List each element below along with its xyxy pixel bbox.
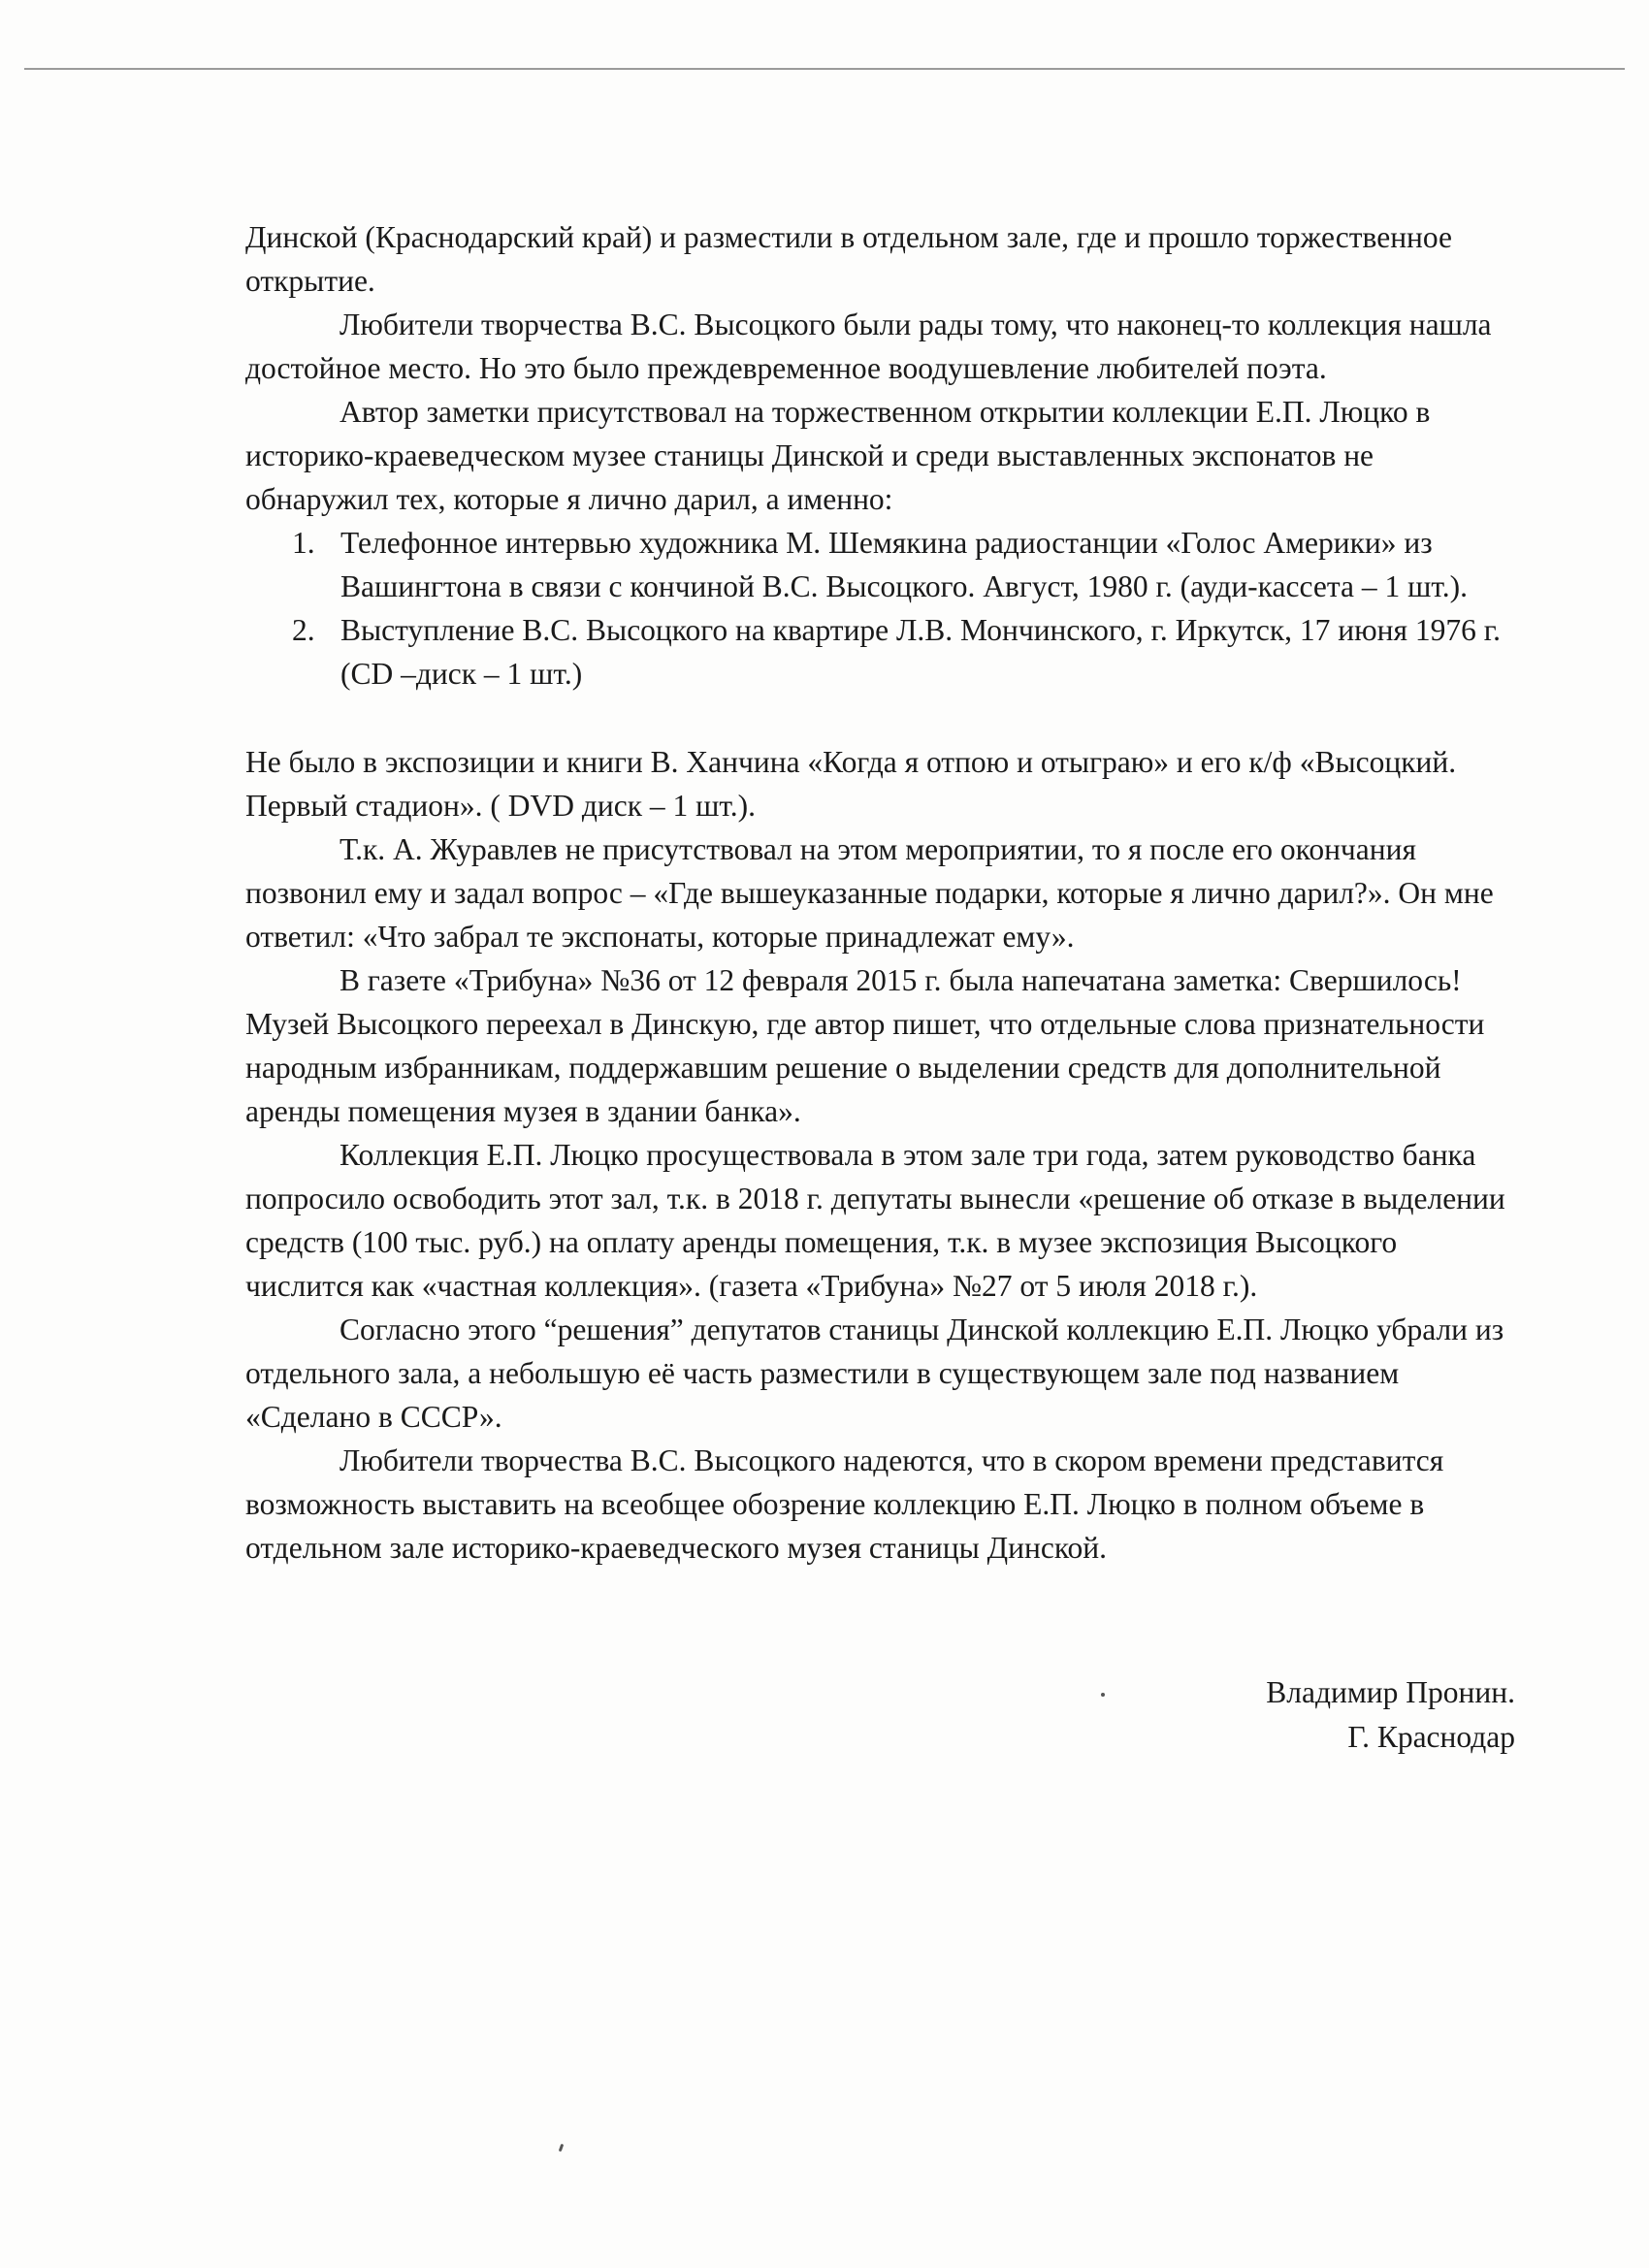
paragraph: Коллекция Е.П. Люцко просуществовала в этом зале три года, затем руководство банка попросило освободить этот зал, т.к. в 2018 г. депутаты вынесли «решение об отказе в выделении средств (100 тыс. руб.) на оплату аренды помещения, т.к. в музее экспозиция Высоцкого числится как «частная коллекция». (газета «Трибуна» №27 от 5 июля 2018 г.). xyxy=(245,1138,1505,1303)
paragraph: Автор заметки присутствовал на торжественном открытии коллекции Е.П. Люцко в историко-краеведческом музее станицы Динской и среди выставленных экспонатов не обнаружил тех, которые я лично дарил, а именно: xyxy=(245,395,1431,516)
author-name: Владимир Пронин. xyxy=(1266,1675,1515,1709)
list-item-number: 1. xyxy=(292,526,315,560)
paragraph: Любители творчества В.С. Высоцкого надеются, что в скором времени представится возможность выставить на всеобщее обозрение коллекцию Е.П. Люцко в полном объеме в отдельном зале историко-краеведческого музея станицы Динской. xyxy=(245,1443,1444,1565)
document-body xyxy=(245,215,1516,1570)
paragraph: Динской (Краснодарский край) и разместили в отдельном зале, где и прошло торжественное открытие. xyxy=(245,220,1453,298)
paragraph: Согласно этого “решения” депутатов станицы Динской коллекцию Е.П. Люцко убрали из отдельного зала, а небольшую её часть разместили в существующем зале под названием «Сделано в СССР». xyxy=(245,1312,1504,1434)
scan-speck xyxy=(1101,1693,1105,1697)
signature-block xyxy=(1266,1670,1515,1760)
scan-speck xyxy=(559,2144,565,2153)
paragraph: Не было в экспозиции и книги В. Ханчина «Когда я отпою и отыграю» и его к/ф «Высоцкий. Первый стадион». ( DVD диск – 1 шт.). xyxy=(245,745,1457,823)
paragraph: В газете «Трибуна» №36 от 12 февраля 2015 г. была напечатана заметка: Свершилось! Музей Высоцкого переехал в Динскую, где автор пишет, что отдельные слова признательности народным избранникам, поддержавшим решение о выделении средств для дополнительной аренды помещения музея в здании банка». xyxy=(245,963,1485,1128)
list-item xyxy=(245,608,1516,696)
list-item-text: Выступление В.С. Высоцкого на квартире Л.В. Мончинского, г. Иркутск, 17 июня 1976 г. (CD –диск – 1 шт.) xyxy=(340,613,1502,691)
gift-list xyxy=(245,521,1516,696)
list-item-text: Телефонное интервью художника М. Шемякина радиостанции «Голос Америки» из Вашингтона в связи с кончиной В.С. Высоцкого. Август, 1980 г. (ауди-кассета – 1 шт.). xyxy=(340,526,1468,603)
paragraph: Т.к. А. Журавлев не присутствовал на этом мероприятии, то я после его окончания позвонил ему и задал вопрос – «Где вышеуказанные подарки, которые я лично дарил?». Он мне ответил: «Что забрал те экспонаты, которые принадлежат ему». xyxy=(245,832,1494,954)
blank-line xyxy=(245,696,1516,740)
paragraph: Любители творчества В.С. Высоцкого были рады тому, что наконец-то коллекция нашла достойное место. Но это было преждевременное воодушевление любителей поэта. xyxy=(245,308,1492,385)
list-item xyxy=(245,521,1516,608)
scan-top-edge-line xyxy=(24,68,1625,70)
list-item-number: 2. xyxy=(292,613,315,647)
author-city: Г. Краснодар xyxy=(1347,1720,1515,1754)
